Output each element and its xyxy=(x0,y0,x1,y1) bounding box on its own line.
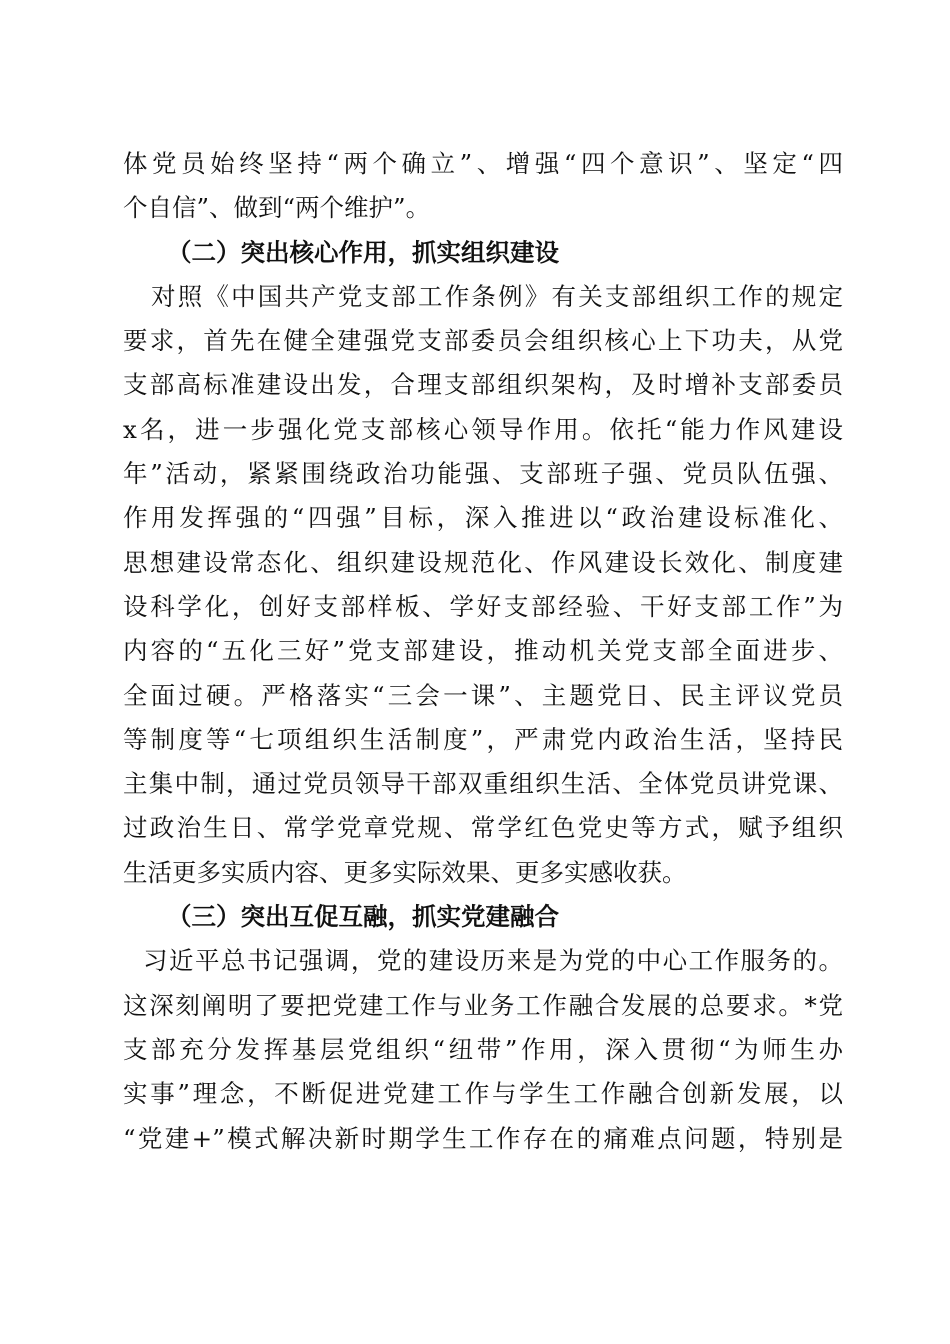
section-heading: （二）突出核心作用，抓实组织建设 xyxy=(167,237,559,267)
paragraph-line: 主集中制，通过党员领导干部双重组织生活、全体党员讲党课、 xyxy=(123,769,843,799)
paragraph-line: 要求，首先在健全建强党支部委员会组织核心上下功夫，从党 xyxy=(123,326,843,356)
paragraph-line: 设科学化，创好支部样板、学好支部经验、干好支部工作”为 xyxy=(123,591,843,621)
section-heading: （三）突出互促互融，抓实党建融合 xyxy=(167,902,559,932)
paragraph-line: 全面过硬。严格落实“三会一课”、主题党日、民主评议党员 xyxy=(123,680,843,710)
paragraph-line: 支部高标准建设出发，合理支部组织架构，及时增补支部委员 xyxy=(123,370,843,400)
paragraph-line: 年”活动，紧紧围绕政治功能强、支部班子强、党员队伍强、 xyxy=(123,459,843,489)
paragraph-line: 支部充分发挥基层党组织“纽带”作用，深入贯彻“为师生办 xyxy=(123,1034,843,1064)
paragraph-line: x名，进一步强化党支部核心领导作用。依托“能力作风建设 xyxy=(123,414,843,444)
paragraph-line: 体党员始终坚持“两个确立”、增强“四个意识”、坚定“四 xyxy=(123,149,843,178)
paragraph-line: 这深刻阐明了要把党建工作与业务工作融合发展的总要求。*党 xyxy=(123,990,843,1020)
document-body xyxy=(123,142,843,1161)
paragraph-line: 实事”理念，不断促进党建工作与学生工作融合创新发展，以 xyxy=(123,1079,843,1109)
paragraph-line: 对照《中国共产党支部工作条例》有关支部组织工作的规定 xyxy=(151,281,843,311)
paragraph-line: 个自信”、做到“两个维护”。 xyxy=(123,193,431,223)
paragraph-line: 思想建设常态化、组织建设规范化、作风建设长效化、制度建 xyxy=(123,547,843,577)
paragraph-line: 习近平总书记强调，党的建设历来是为党的中心工作服务的。 xyxy=(143,946,843,976)
paragraph-line: 作用发挥强的“四强”目标，深入推进以“政治建设标准化、 xyxy=(123,503,843,533)
paragraph-line: 内容的“五化三好”党支部建设，推动机关党支部全面进步、 xyxy=(123,636,843,666)
paragraph-line: “党建+”模式解决新时期学生工作存在的痛难点问题，特别是 xyxy=(123,1123,843,1153)
paragraph-line: 等制度等“七项组织生活制度”，严肃党内政治生活，坚持民 xyxy=(123,724,843,754)
paragraph-line: 过政治生日、常学党章党规、常学红色党史等方式，赋予组织 xyxy=(123,813,843,843)
paragraph-line: 生活更多实质内容、更多实际效果、更多实感收获。 xyxy=(123,857,687,887)
